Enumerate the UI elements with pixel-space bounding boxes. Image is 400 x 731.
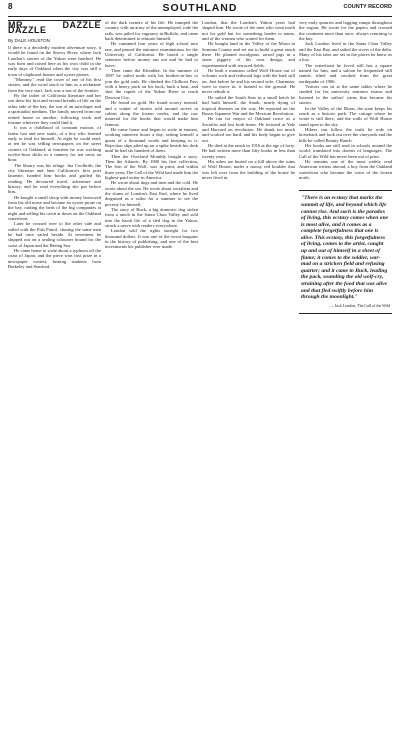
paragraph: Then the Overland Monthly bought a story. Then the Atlantic. By 1900 his first collection, The Son of the Wolf, was in print, and within three years The Call of the Wild had made him the highest-paid writer in America. [105, 153, 198, 180]
paragraph: London, that the London's Yukon years had shaped him. He wrote of the men who went north not for gold but for something harder to name, and of the women who waited for them. [202, 20, 295, 42]
paragraph: He found no gold. He found scurvy instead, and a winter of stories told around stoves in cabins along the frozen creeks, and the raw material for the books that would make him famous. [105, 100, 198, 127]
article-body [8, 20, 392, 723]
pull-quote [299, 190, 392, 314]
pull-quote-text: "There is an ecstasy that marks the summit of life, and beyond which life cannot rise. And such is the paradox of living, this ecstasy comes when one is most alive, and it comes as a complete forgetfulness that one is alive. This ecstasy, this forgetfulness of living, comes to the artist, caught up and out of himself in a sheet of flame; it comes to the soldier, war-mad on a stricken field and refusing quarter; and it came to Buck, leading the pack, sounding the old wolf-cry, straining after the food that was alive and that fled swiftly before him through the moonlight." [301, 195, 389, 301]
column-2-text [105, 20, 198, 250]
paragraph: He built a mansion called Wolf House out of volcanic rock and redwood logs with the bark still on. Just before he and his second wife, Charmian, were to move in, it burned to the ground. He never rebuilt it. [202, 68, 295, 95]
header-rule [8, 16, 392, 17]
page-number: 8 [8, 2, 13, 11]
paragraph: The library was his refuge. Ina Coolbrith, the city librarian and later California's first poet laureate, handed him books and guided his reading. He devoured travel, adventure and history, and he read everything she put before him. [8, 162, 101, 195]
pull-quote-credit: — Jack London, The Call of the Wild [329, 302, 390, 308]
paragraph: Then came the Klondike. In the summer of 1897 he sailed north with his brother-in-law to join the gold rush. He climbed the Chilkoot Pass with a heavy pack on his back, built a boat, and shot the rapids of the Yukon River to reach Dawson City. [105, 68, 198, 100]
paragraph: He died at the ranch in 1916 at the age of forty. He had written more than fifty books in less than twenty years. [202, 142, 295, 159]
paragraph: Later he crossed over to the other side and sailed with the Fish Patrol, chasing the same men he had once sailed beside. At seventeen he shipped out on a sealing schooner bound for the coast of Japan and the Bering Sea. [8, 221, 101, 248]
paragraph: He remains one of the most widely read American writers abroad, a boy from the Oakland waterfront who became the voice of the frozen north. [299, 158, 392, 180]
column-1 [8, 20, 101, 723]
paragraph: He crammed four years of high school into one, and passed the entrance examinations for the University of California. He lasted a single semester before money ran out and he had to leave. [105, 41, 198, 68]
article-headline: MR. DAZZLE DAZZLE [8, 20, 101, 36]
paragraph: very early quarries and logging camps throughout the region. He wrote for the papers and crossed the continent more than once, always returning to the bay. [299, 20, 392, 42]
paragraph: He wrote about dogs and men and the cold. He wrote about the sea. He wrote about socialism and the slums of London's East End, where he lived disguised as a sailor for a summer to see the poverty for himself. [105, 180, 198, 207]
paragraph: In the Valley of the Moon, the state keeps his ranch as a historic park. The cottage where he wrote is still there, and the walls of Wolf House stand open to the sky. [299, 105, 392, 127]
paragraph: London sold the rights outright for two thousand dollars. It was one of the worst bargains in the history of publishing, and one of the best investments his publisher ever made. [105, 228, 198, 250]
column-4-text [299, 20, 392, 180]
column-3 [202, 20, 295, 723]
paragraph: It was a childhood of constant motion, of farms lost and new starts, of a boy who learned early to fend for himself. At eight he could read; at ten he was selling newspapers on the street corners of Oakland; at fourteen he was working twelve-hour shifts in a cannery for ten cents an hour. [8, 125, 101, 163]
section-title: SOUTHLAND [162, 2, 238, 14]
paragraph: His books are still read in schools around the world, translated into dozens of languages. The Call of the Wild has never been out of print. [299, 142, 392, 159]
paragraph: The story of Buck, a big domestic dog stolen from a ranch in the Santa Clara Valley and sold into the harsh life of a sled dog in the Yukon, struck a nerve with readers everywhere. [105, 207, 198, 229]
paragraph: His ashes are buried on a hill above the ruins of Wolf House, under a mossy red boulder that was left over from the building of the house he never lived in. [202, 158, 295, 180]
paragraph: The waterfront he loved still has a square named for him, and a saloon he frequented still stands, tilted and crooked from the great earthquake of 1906. [299, 62, 392, 84]
paragraph: By the father of California literature and her son drew his first and second breaths of life on the other side of the bay, the son of an astrologer and a spiritualist medium. The family moved from one rented house to another, following work and fortune wherever they could find it. [8, 93, 101, 125]
paragraph: Hikers can follow the trails he rode on horseback and look out over the vineyards and the hills he called Beauty Ranch. [299, 126, 392, 143]
publication-name: COUNTY RECORD [343, 4, 392, 10]
paragraph: Visitors can sit at the same tables where he studied for his university entrance exams and listened to the sailors' yarns that became his stories. [299, 84, 392, 106]
paragraph: of the dark corners of his life. He tramped the country with an army of the unemployed, rode the rails, was jailed for vagrancy in Buffalo, and came back determined to educate himself. [105, 20, 198, 42]
article-byline: By DALE HOUSTON [8, 37, 50, 43]
paragraph: If there is a decidedly modern adventure story, it would be found on the Snowy River, where Jack London's stories of the Yukon were hatched. He was born and raised here as his own child in the early days of Oakland when the city was still a town of clapboard houses and oyster pirates. [8, 45, 101, 77]
paragraph: He ran for mayor of Oakland twice as a Socialist and lost both times. He lectured at Yale and Harvard on revolution. He drank too much and worked too hard, and his body began to give out. [202, 116, 295, 143]
column-3-text [202, 20, 295, 180]
column-4 [299, 20, 392, 723]
paragraph: He sailed the South Seas in a small ketch he had built himself, the Snark, nearly dying of tropical diseases on the way. He reported on the Russo-Japanese War and the Mexican Revolution. [202, 94, 295, 116]
paragraph: He bought land in the Valley of the Moon in Sonoma County and set out to build a great ranch there. He planted eucalyptus, raised pigs in a stone piggery of his own design, and experimented with terraced fields. [202, 41, 295, 68]
column-1-text [8, 45, 101, 269]
paragraph: He came home and began to write in earnest, working nineteen hours a day, setting himself a quota of a thousand words and keeping to it. Rejection slips piled up on a spike beside his desk until he had six hundred of them. [105, 126, 198, 154]
paragraph: He came home to write about a typhoon off the coast of Japan, and the piece won first prize in a newspaper contest, beating students from Berkeley and Stanford. [8, 248, 101, 270]
paragraph: "Mommy," read the cover of one of his first stories, and the word stuck to him as a nickname from the very start. Jack was a son of the frontier. [8, 77, 101, 93]
paragraph: He bought a small sloop with money borrowed from his old nurse and became an oyster pirate on the bay, raiding the beds of the big companies at night and selling his catch at dawn on the Oakland waterfront. [8, 194, 101, 222]
column-2 [105, 20, 198, 723]
page-header [8, 0, 392, 16]
paragraph: Jack London lived in the Santa Clara Valley and the East Bay, and sailed the rivers of the delta. Many of his tales are set in the places he knew as a boy. [299, 41, 392, 63]
